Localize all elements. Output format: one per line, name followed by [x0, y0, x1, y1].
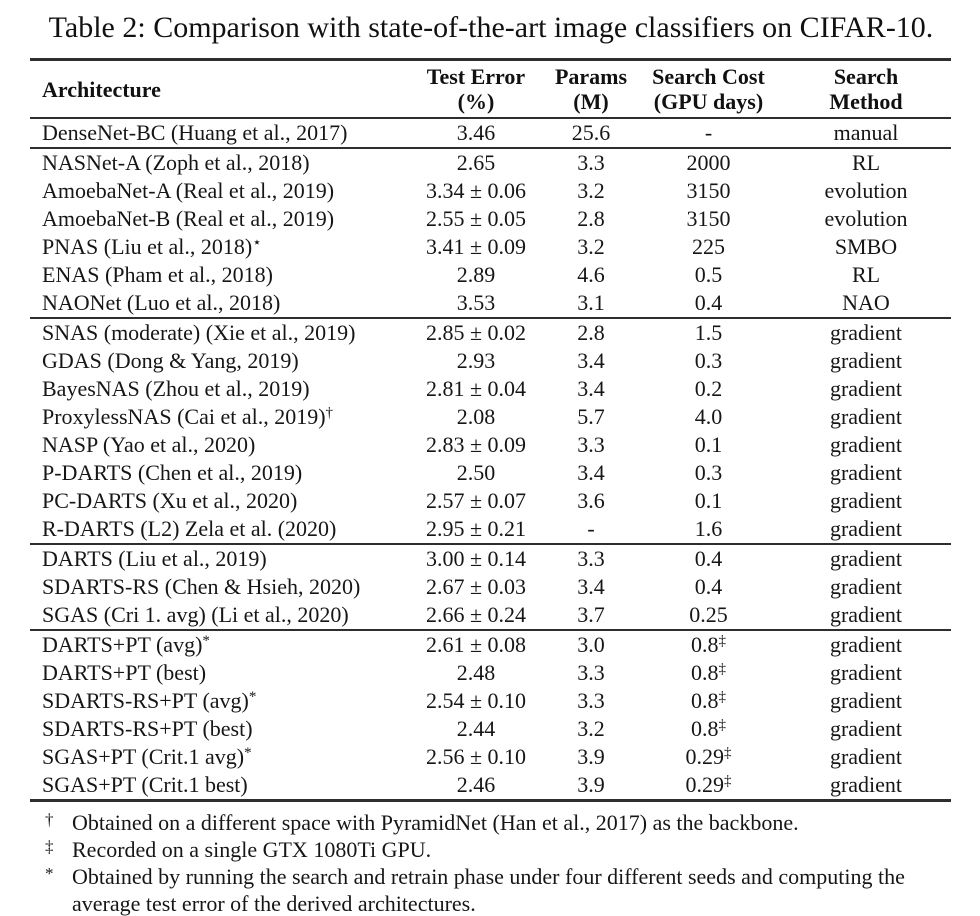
col-sublabel: (GPU days) [653, 89, 764, 114]
table-row [30, 431, 951, 459]
search-cost-value: 0.8 [691, 660, 719, 685]
table-row [30, 601, 951, 630]
architecture-cell [30, 347, 406, 375]
search-cost-cell [636, 487, 781, 515]
architecture-cell [30, 233, 406, 261]
test-error-cell: 2.46 [456, 772, 496, 797]
search-cost-value: 1.5 [694, 320, 723, 345]
architecture-name: NAONet (Luo et al., 2018) [42, 290, 281, 315]
test-error-cell: 2.55 ± 0.05 [425, 206, 527, 231]
params-cell: 3.6 [577, 488, 605, 513]
architecture-cell [30, 177, 406, 205]
table-row [30, 289, 951, 318]
architecture-name: AmoebaNet-A (Real et al., 2019) [42, 178, 335, 203]
double-dagger-marker: ‡ [45, 837, 54, 856]
table-row [30, 233, 951, 261]
search-method-cell: RL [851, 262, 881, 287]
table-row [30, 515, 951, 544]
architecture-name: PC-DARTS (Xu et al., 2020) [42, 488, 298, 513]
search-cost-value: 0.8 [691, 716, 719, 741]
search-cost-cell [636, 233, 781, 261]
test-error-cell: 2.48 [456, 660, 496, 685]
col-header-search-cost [636, 60, 781, 119]
footnote-text: Recorded on a single GTX 1080Ti GPU. [72, 837, 432, 862]
params-cell: 3.2 [577, 234, 605, 259]
search-cost-cell [636, 601, 781, 630]
architecture-cell [30, 261, 406, 289]
architecture-name: NASNet-A (Zoph et al., 2018) [42, 150, 310, 175]
table-section [30, 118, 951, 148]
footnote-asterisk [42, 863, 952, 916]
architecture-cell [30, 118, 406, 148]
col-sublabel: (%) [457, 89, 495, 114]
search-cost-superscript: ‡ [718, 633, 726, 649]
search-method-cell: gradient [829, 460, 903, 485]
search-cost-cell [636, 715, 781, 743]
architecture-superscript: † [325, 405, 334, 421]
dagger-marker: † [45, 810, 54, 829]
params-cell: 3.3 [577, 546, 605, 571]
architecture-name: AmoebaNet-B (Real et al., 2019) [42, 206, 335, 231]
col-label: Architecture [42, 76, 161, 102]
col-sublabel: Method [829, 89, 903, 114]
test-error-cell: 2.50 [456, 460, 496, 485]
architecture-name: GDAS (Dong & Yang, 2019) [42, 348, 299, 373]
table-row [30, 205, 951, 233]
table-section [30, 148, 951, 318]
table-row [30, 573, 951, 601]
architecture-cell [30, 515, 406, 544]
architecture-cell [30, 431, 406, 459]
architecture-name: SGAS+PT (Crit.1 avg) [42, 744, 245, 769]
table-row [30, 148, 951, 177]
test-error-cell: 2.67 ± 0.03 [425, 574, 527, 599]
architecture-name: DARTS+PT (avg) [42, 632, 203, 657]
search-cost-cell [636, 148, 781, 177]
test-error-cell: 2.93 [456, 348, 496, 373]
search-cost-value: 225 [692, 234, 725, 259]
search-method-cell: gradient [829, 632, 903, 657]
table-row [30, 630, 951, 659]
header-row [30, 60, 951, 119]
params-cell: 3.4 [577, 348, 605, 373]
params-cell: 4.6 [577, 262, 605, 287]
architecture-cell [30, 205, 406, 233]
architecture-cell [30, 630, 406, 659]
search-method-cell: SMBO [834, 234, 898, 259]
architecture-name: P-DARTS (Chen et al., 2019) [42, 460, 303, 485]
params-cell: 25.6 [571, 120, 611, 145]
architecture-name: DARTS+PT (best) [42, 660, 207, 685]
table-row [30, 375, 951, 403]
col-sublabel: (M) [573, 89, 609, 114]
search-method-cell: manual [833, 120, 899, 145]
architecture-name: SDARTS-RS+PT (avg) [42, 688, 249, 713]
search-cost-value: 0.4 [694, 546, 723, 571]
search-cost-value: 0.1 [694, 488, 723, 513]
search-cost-cell [636, 431, 781, 459]
search-cost-cell [636, 347, 781, 375]
search-cost-value: 0.1 [694, 432, 723, 457]
col-header-search-method [781, 60, 951, 119]
search-cost-cell [636, 118, 781, 148]
table-row [30, 487, 951, 515]
architecture-name: ProxylessNAS (Cai et al., 2019) [42, 404, 326, 429]
params-cell: 3.9 [577, 772, 605, 797]
search-cost-cell [636, 743, 781, 771]
search-cost-value: 3150 [686, 206, 731, 231]
test-error-cell: 3.41 ± 0.09 [425, 234, 527, 259]
search-cost-superscript: ‡ [724, 745, 732, 761]
search-method-cell: gradient [829, 574, 903, 599]
table-section [30, 630, 951, 801]
search-method-cell: RL [851, 150, 881, 175]
search-method-cell: gradient [829, 320, 903, 345]
architecture-superscript: ⋆ [252, 235, 262, 251]
col-header-test-error [406, 60, 546, 119]
search-cost-cell [636, 177, 781, 205]
architecture-name: SGAS (Cri 1. avg) (Li et al., 2020) [42, 602, 349, 627]
params-cell: 3.9 [577, 744, 605, 769]
search-cost-superscript: ‡ [718, 689, 726, 705]
architecture-superscript: * [202, 633, 210, 649]
architecture-cell [30, 659, 406, 687]
search-cost-cell [636, 459, 781, 487]
table-row [30, 715, 951, 743]
col-label: Search Cost [652, 64, 765, 89]
test-error-cell: 2.57 ± 0.07 [425, 488, 527, 513]
table-row [30, 347, 951, 375]
architecture-cell [30, 687, 406, 715]
search-cost-value: 2000 [686, 150, 731, 175]
test-error-cell: 2.56 ± 0.10 [425, 744, 527, 769]
col-label: Params [554, 64, 628, 89]
architecture-name: DenseNet-BC (Huang et al., 2017) [42, 120, 348, 145]
footnotes [30, 809, 952, 916]
table-row [30, 659, 951, 687]
search-cost-cell [636, 515, 781, 544]
params-cell: 2.8 [577, 206, 605, 231]
params-cell: 3.2 [577, 716, 605, 741]
architecture-cell [30, 375, 406, 403]
table-row [30, 261, 951, 289]
search-cost-cell [636, 771, 781, 801]
table-row [30, 771, 951, 801]
table-header [30, 60, 951, 119]
architecture-superscript: * [244, 745, 252, 761]
search-cost-value: 0.3 [694, 460, 723, 485]
architecture-cell [30, 573, 406, 601]
table-row [30, 743, 951, 771]
architecture-cell [30, 487, 406, 515]
architecture-name: DARTS (Liu et al., 2019) [42, 546, 267, 571]
architecture-cell [30, 289, 406, 318]
search-cost-superscript: ‡ [724, 773, 732, 789]
search-method-cell: gradient [829, 602, 903, 627]
architecture-name: SDARTS-RS+PT (best) [42, 716, 253, 741]
search-cost-value: 0.4 [694, 574, 723, 599]
search-cost-value: 0.5 [694, 262, 723, 287]
params-cell: 3.1 [577, 290, 605, 315]
architecture-cell [30, 148, 406, 177]
test-error-cell: 2.81 ± 0.04 [425, 376, 527, 401]
search-method-cell: gradient [829, 744, 903, 769]
params-cell: 3.3 [577, 432, 605, 457]
architecture-cell [30, 403, 406, 431]
search-method-cell: gradient [829, 376, 903, 401]
search-method-cell: gradient [829, 348, 903, 373]
architecture-superscript: * [248, 689, 257, 705]
search-method-cell: NAO [842, 290, 890, 315]
footnote-double-dagger [42, 836, 952, 863]
test-error-cell: 2.89 [456, 262, 496, 287]
search-cost-cell [636, 544, 781, 573]
params-cell: 5.7 [577, 404, 605, 429]
col-label: Search [833, 64, 899, 89]
params-cell: 3.3 [577, 660, 605, 685]
architecture-cell [30, 544, 406, 573]
search-cost-cell [636, 630, 781, 659]
params-cell: 3.4 [577, 376, 605, 401]
col-label: Test Error [426, 64, 526, 89]
architecture-cell [30, 459, 406, 487]
search-cost-value: 0.29 [685, 744, 724, 769]
search-cost-value: 3150 [686, 178, 731, 203]
test-error-cell: 3.00 ± 0.14 [425, 546, 527, 571]
architecture-name: BayesNAS (Zhou et al., 2019) [42, 376, 310, 401]
test-error-cell: 2.65 [456, 150, 496, 175]
params-cell: 3.4 [577, 574, 605, 599]
search-cost-cell [636, 205, 781, 233]
search-cost-value: 0.3 [694, 348, 723, 373]
search-method-cell: gradient [829, 404, 903, 429]
architecture-cell [30, 771, 406, 801]
search-cost-value: 4.0 [694, 404, 723, 429]
table-row [30, 403, 951, 431]
table-caption: Table 2: Comparison with state-of-the-art image classifiers on CIFAR-10. [48, 11, 934, 44]
architecture-cell [30, 743, 406, 771]
test-error-cell: 2.44 [456, 716, 496, 741]
params-cell: 3.7 [577, 602, 605, 627]
search-cost-value: 1.6 [694, 516, 723, 541]
architecture-name: NASP (Yao et al., 2020) [42, 432, 256, 457]
search-method-cell: gradient [829, 432, 903, 457]
params-cell: 3.3 [577, 150, 605, 175]
search-cost-cell [636, 318, 781, 347]
test-error-cell: 2.83 ± 0.09 [425, 432, 527, 457]
search-cost-cell [636, 687, 781, 715]
architecture-name: SNAS (moderate) (Xie et al., 2019) [42, 320, 356, 345]
search-method-cell: evolution [824, 178, 908, 203]
architecture-cell [30, 601, 406, 630]
architecture-name: ENAS (Pham et al., 2018) [42, 262, 273, 287]
table-row [30, 544, 951, 573]
search-method-cell: gradient [829, 688, 903, 713]
table-section [30, 318, 951, 544]
search-cost-value: 0.2 [694, 376, 723, 401]
test-error-cell: 3.46 [456, 120, 496, 145]
params-cell: 3.0 [577, 632, 605, 657]
col-header-architecture [30, 60, 406, 119]
test-error-cell: 2.08 [456, 404, 496, 429]
search-cost-value: 0.29 [685, 772, 724, 797]
search-cost-cell [636, 573, 781, 601]
search-method-cell: gradient [829, 660, 903, 685]
search-cost-cell [636, 403, 781, 431]
footnote-text: Obtained by running the search and retrain phase under four different seeds and computing the average test error of the derived architectures. [72, 864, 905, 916]
search-cost-superscript: ‡ [718, 717, 726, 733]
col-header-params [546, 60, 636, 119]
params-cell: 3.4 [577, 460, 605, 485]
search-method-cell: gradient [829, 716, 903, 741]
search-cost-superscript: ‡ [718, 661, 726, 677]
params-cell: 3.3 [577, 688, 605, 713]
search-method-cell: evolution [824, 206, 908, 231]
search-method-cell: gradient [829, 546, 903, 571]
search-cost-value: 0.4 [694, 290, 723, 315]
search-cost-cell [636, 375, 781, 403]
test-error-cell: 3.53 [456, 290, 496, 315]
search-cost-value: 0.8 [691, 688, 719, 713]
table-row [30, 687, 951, 715]
search-cost-cell [636, 261, 781, 289]
architecture-name: SGAS+PT (Crit.1 best) [42, 772, 248, 797]
footnote-text: Obtained on a different space with PyramidNet (Han et al., 2017) as the backbone. [72, 810, 799, 835]
asterisk-marker: * [45, 864, 54, 883]
test-error-cell: 2.85 ± 0.02 [425, 320, 527, 345]
architecture-name: R-DARTS (L2) Zela et al. (2020) [42, 516, 337, 541]
footnote-dagger [42, 809, 952, 836]
table-row [30, 318, 951, 347]
search-cost-cell [636, 289, 781, 318]
table-section [30, 544, 951, 630]
test-error-cell: 2.66 ± 0.24 [425, 602, 527, 627]
architecture-name: SDARTS-RS (Chen & Hsieh, 2020) [42, 574, 361, 599]
test-error-cell: 2.61 ± 0.08 [425, 632, 527, 657]
results-table [30, 58, 951, 802]
architecture-cell [30, 318, 406, 347]
params-cell: 3.2 [577, 178, 605, 203]
search-method-cell: gradient [829, 488, 903, 513]
table-row [30, 118, 951, 148]
params-cell: 2.8 [577, 320, 605, 345]
architecture-name: PNAS (Liu et al., 2018) [42, 234, 253, 259]
test-error-cell: 3.34 ± 0.06 [425, 178, 527, 203]
search-cost-cell [636, 659, 781, 687]
search-method-cell: gradient [829, 516, 903, 541]
params-cell: - [587, 516, 595, 541]
architecture-cell [30, 715, 406, 743]
test-error-cell: 2.54 ± 0.10 [425, 688, 527, 713]
search-cost-value: 0.25 [689, 602, 728, 627]
table-row [30, 459, 951, 487]
test-error-cell: 2.95 ± 0.21 [425, 516, 527, 541]
search-method-cell: gradient [829, 772, 903, 797]
table-row [30, 177, 951, 205]
search-cost-value: - [704, 120, 713, 145]
search-cost-value: 0.8 [691, 632, 719, 657]
